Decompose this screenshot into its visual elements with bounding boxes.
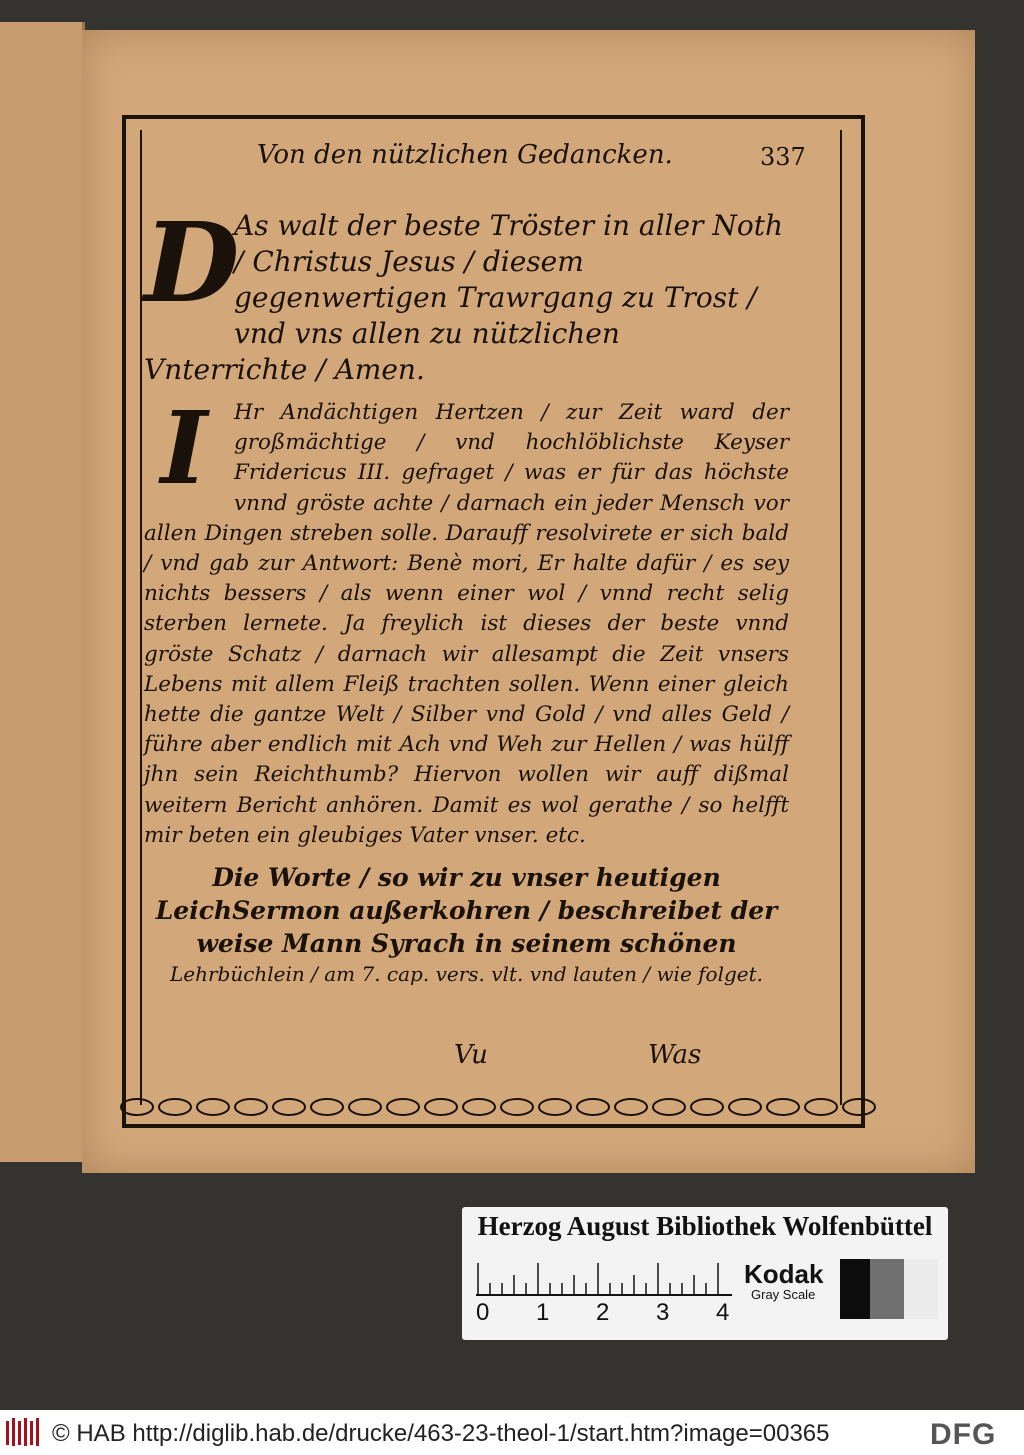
decorated-initial-i: I: [160, 389, 208, 507]
ruler-number: 1: [536, 1299, 550, 1326]
ornament-band-icon: [117, 1095, 877, 1119]
ruler-number: 3: [656, 1299, 670, 1326]
black-swatch: [840, 1259, 870, 1319]
paragraph-1-text: As walt der beste Tröster in aller Noth / Christus Jesus / diesem gegenwertigen Trawrgang zu Trost / vnd vns allen zu nützlichen Vnterrichte / Amen.: [144, 209, 784, 386]
paragraph-1: [144, 198, 789, 388]
previous-page-edge: [0, 22, 85, 1162]
signature-mark: Vu: [454, 1040, 488, 1070]
book-page: [82, 30, 975, 1173]
gray-swatch: [870, 1259, 904, 1319]
paragraph-3: Die Worte / so wir zu vnser heutigen LeichSermon außerkohren / beschreibet der weise Mann Syrach in seinem schönen: [155, 863, 778, 959]
white-swatch: [904, 1259, 938, 1319]
library-name: Herzog August Bibliothek Wolfenbüttel: [477, 1211, 933, 1241]
ruler-numbers: [470, 1299, 740, 1333]
gray-scale-label: Gray Scale: [751, 1287, 816, 1302]
ornamental-border: [117, 1095, 877, 1119]
paragraph-2: [144, 389, 789, 851]
hab-logo-icon: [4, 1415, 44, 1450]
ruler-number: 0: [476, 1299, 490, 1326]
kodak-brand: Kodak: [744, 1259, 824, 1289]
catchword: Was: [648, 1040, 702, 1070]
footer-copyright-url[interactable]: © HAB http://diglib.hab.de/drucke/463-23-theol-1/start.htm?image=00365: [52, 1420, 830, 1447]
running-head: Von den nützlichen Gedancken.: [257, 140, 673, 170]
ruler-number: 4: [716, 1299, 730, 1326]
decorated-initial-d: D: [144, 198, 240, 327]
main-text: [144, 198, 789, 988]
paragraph-2-text: Hr Andächtigen Hertzen / zur Zeit ward der großmächtige / vnd hochlöblichste Keyser Fridericus III. gefraget / was er für das höchste vnnd gröste achte / darnach ein jeder Mensch vor allen Dingen streben solle. Darauff resolvirete er sich bald / vnd gab zur Antwort: Benè mori, Er halte dafür / es sey nichts bessers / als wenn einer wol / vnnd recht selig sterben lernete. Ja freylich ist dieses der beste vnnd gröste Schatz / darnach wir allesampt die Zeit vnsers Lebens mit allem Fleiß trachten sollen. Wenn einer gleich hette die gantze Welt / Silber vnd Gold / vnd alles Geld / führe aber endlich mit Ach vnd Weh zur Hellen / was hülff jhn sein Reichthumb? Hiervon wollen wir auff dißmal weitern Bericht anhören. Damit es wol gerathe / so helfft mir beten ein gleubiges Vater vnser. etc.: [144, 400, 789, 848]
page-number: 337: [760, 143, 806, 171]
ruler-number: 2: [596, 1299, 610, 1326]
library-color-card: [462, 1207, 948, 1340]
paragraph-4: Lehrbüchlein / am 7. cap. vers. vlt. vnd lauten / wie folget.: [169, 962, 764, 987]
footer-bar: [0, 1410, 1024, 1455]
ruler-scale-icon: [476, 1257, 736, 1297]
dfg-logo: DFG: [930, 1418, 997, 1451]
